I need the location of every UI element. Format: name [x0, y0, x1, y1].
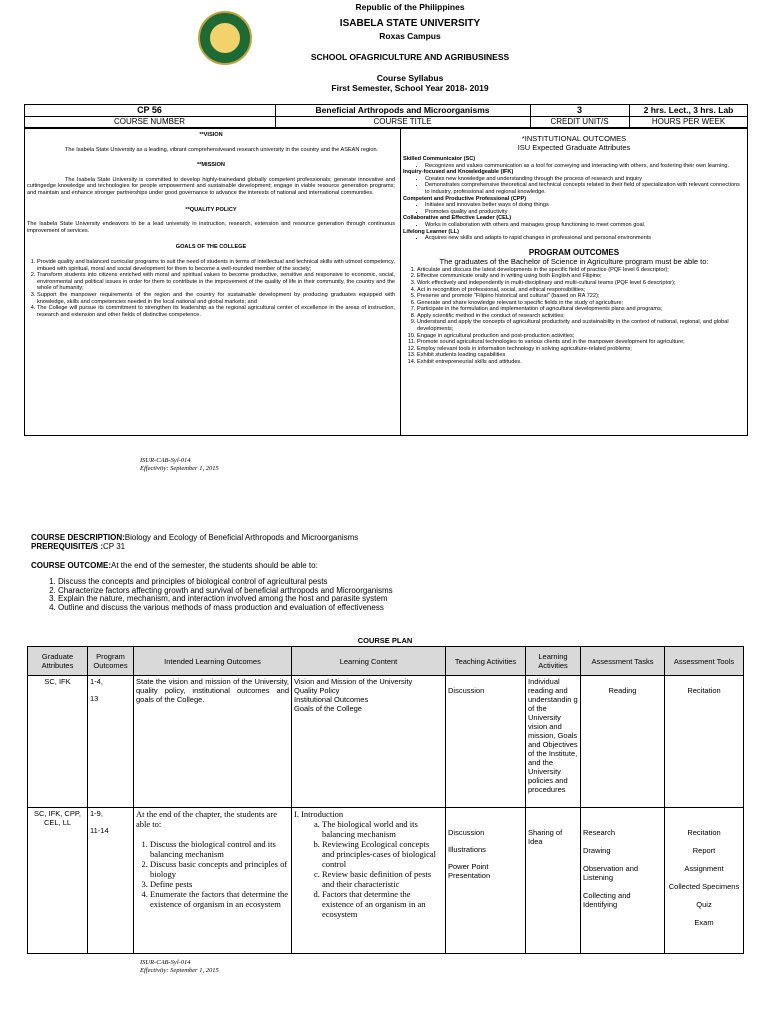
cell-assessment-tool: Recitation [665, 676, 744, 808]
form-code: ISUR-CAB-Syl-014 [140, 457, 191, 464]
table-row [28, 676, 744, 808]
mission-heading: **MISSION [197, 162, 225, 169]
po-value: 13 [90, 694, 99, 703]
program-outcome-item: 10. Engage in agricultural production and post-production activities; [417, 333, 745, 340]
doc-title: Course Syllabus [376, 73, 444, 83]
course-outcomes-list [46, 578, 393, 612]
cell-learning-activities: Individual reading and understandin g of the University vision and mission, Goals and Objectives of the Institute, and the University policies and procedures [526, 676, 581, 808]
attribute-group-name: Inquiry-focused and Knowledgeable (IFK) [403, 169, 514, 176]
attribute-group-name: Skilled Communicator (SC) [403, 156, 476, 162]
cell-graduate-attributes: SC, IFK, CPP, CEL, LL [28, 808, 88, 954]
col-header: Learning Content [292, 647, 446, 676]
cell-graduate-attributes: SC, IFK [28, 676, 88, 808]
course-outcome-item: 2. Characterize factors affecting growth and survival of beneficial arthropods and Microorganisms [58, 587, 393, 596]
content-main: I. Introduction [294, 809, 344, 819]
course-plan-table [27, 646, 744, 954]
description-label: COURSE DESCRIPTION: [31, 533, 125, 542]
tool-item: Collected Specimens [668, 882, 740, 891]
effectivity-date: Effectivity: September 1, 2015 [140, 465, 219, 472]
campus-name: Roxas Campus [379, 31, 441, 41]
program-outcome-item: 4. Act in recognition of professional, social, and ethical responsibilities; [417, 287, 745, 294]
program-outcome-item: 7. Participate in the formulation and implementation of agricultural developments plans and programs; [417, 306, 745, 313]
task-item: Collecting and Identifying [583, 891, 631, 909]
content-line: Vision and Mission of the University [294, 677, 413, 686]
attribute-group-name: Collaborative and Effective Leader (CEL) [403, 215, 512, 222]
teaching-item: Power Point Presentation [448, 862, 491, 880]
mission-text: The Isabela State University is committed to develop highly-trainedand globally competent professionals; generate innovative and cuttingedge knowledge and technologies for people empowerment and sustainable development; engage in viable resource generation programs; and maintain and enhance stronger partnerships under good governance to advance the interests of national and international communities. [27, 176, 395, 196]
attribute-group-name: Lifelong Learner (LL) [403, 228, 459, 235]
course-description [31, 533, 358, 542]
tool-item: Exam [694, 918, 714, 927]
goal-item: 1. Provide quality and balanced curricular programs to suit the need of students in terms of intellectual and technical skills with utmost competency, imbued with spiritual, moral and social development for them to become a well-rounded member of the society; [37, 259, 395, 272]
cell-teaching [446, 808, 526, 954]
hours-label: HOURS PER WEEK [651, 117, 726, 126]
course-outcome-item: 4. Outline and discuss the various methods of mass production and evaluation of effectiveness [58, 604, 393, 613]
task-item: Drawing [583, 846, 611, 855]
course-outcome-item: 1. Discuss the concepts and principles of biological control of agricultural pests [58, 578, 393, 587]
course-number: CP 56 [137, 105, 162, 115]
course-title-label: COURSE TITLE [373, 117, 432, 126]
goals-heading: GOALS OF THE COLLEGE [175, 244, 247, 251]
attribute-item: • Demonstrates comprehensive theoretical and technical concepts related to their field of specialization with relevant connections to industry, professional and regional knowledge. [425, 182, 745, 195]
program-outcome-item: 5. Preserve and promote "Filipino historical and cultural" (based on RA 722); [417, 293, 745, 300]
cell-program-outcomes [88, 808, 134, 954]
prerequisite [31, 542, 125, 551]
university-name: ISABELA STATE UNIVERSITY [339, 18, 481, 29]
republic-line: Republic of the Philippines [355, 2, 465, 12]
tool-item: Assignment [684, 864, 724, 873]
cell-assessment-tasks [581, 808, 665, 954]
ilo-intro: At the end of the chapter, the students are able to: [136, 809, 278, 829]
program-outcome-item: 11. Promote sound agricultural technologies to various clients and in the manpower development for agriculture; [417, 339, 745, 346]
program-outcome-item: 14. Exhibit entrepreneurial skills and attitudes. [417, 359, 745, 366]
cell-assessment-tools [665, 808, 744, 954]
cell-teaching: Discussion [446, 676, 526, 808]
description-text: Biology and Ecology of Beneficial Arthropods and Microorganisms [124, 533, 359, 542]
program-outcomes-intro: The graduates of the Bachelor of Science in Agriculture program must be able to: [439, 256, 709, 266]
attribute-group-name: Competent and Productive Professional (CPP) [403, 195, 527, 202]
content-item: d. Factors that determine the existence of an organism in an ecosystem [322, 889, 443, 919]
quality-text: The Isabela State University endeavors to be a lead university in instruction, research, extension and resource generation through continuous improvement of services. [27, 221, 395, 234]
course-number-label: COURSE NUMBER [113, 117, 186, 126]
institutional-heading: *INSTITUTIONAL OUTCOMES [521, 134, 627, 143]
attribute-item: • Promotes quality and productivity [425, 209, 745, 216]
task-item: Research [583, 828, 616, 837]
program-outcome-item: 8. Apply scientific method in the conduct of research activities; [417, 313, 745, 320]
goal-item: 3. Support the manpower requirements of the region and the country for sustainable development by producing graduates equipped with knowledge, skills and competencies needed in the local national and global markets; and [37, 292, 395, 305]
program-outcomes-heading: PROGRAM OUTCOMES [528, 247, 620, 257]
teaching-item: Discussion [448, 828, 485, 837]
school-name: SCHOOL OFAGRICULTURE AND AGRIBUSINESS [310, 52, 510, 62]
program-outcome-item: 3. Work effectively and independently in multi-disciplinary and multi-cultural teams (PQF level 6 descriptor); [417, 280, 745, 287]
ilo-item: 4. Enumerate the factors that determine the existence of organism in an ecosystem [150, 889, 289, 909]
attribute-item: • Acquires new skills and adapts to rapid changes in professional and personal environments [425, 235, 745, 242]
tool-item: Recitation [687, 828, 721, 837]
attribute-item: • Works in collaboration with others and manages group functioning to meet common goal. [425, 222, 745, 229]
goals-list [27, 259, 395, 318]
table-header-row [28, 647, 744, 676]
program-outcome-item: 6. Generate and share knowledge relevant to specific fields in the study of agriculture; [417, 300, 745, 307]
ilo-item: 2. Discuss basic concepts and principles of biology [150, 859, 289, 879]
cell-program-outcomes [88, 676, 134, 808]
content-item: a. The biological world and its balancing mechanism [322, 819, 443, 839]
cell-ilo [134, 808, 292, 954]
po-value: 1-4, [90, 677, 103, 686]
program-outcomes-list [417, 267, 745, 366]
col-header: Assessment Tasks [581, 647, 665, 676]
prereq-label: PREREQUISITE/S : [31, 542, 104, 551]
po-value: 1-9, [90, 809, 103, 818]
col-header: Graduate Attributes [28, 647, 88, 676]
content-line: Goals of the College [294, 704, 362, 713]
vision-heading: **VISION [199, 132, 223, 138]
institutional-subheading: ISU Expected Graduate Attributes [517, 143, 631, 152]
po-value: 11-14 [90, 826, 109, 835]
credit-units: 3 [576, 105, 582, 115]
attribute-item: • Creates new knowledge and understanding through the process of research and inquiry [425, 176, 745, 183]
cell-learning-content [292, 808, 446, 954]
program-outcome-item: 2. Effective communicate orally and in writing using both English and Filipino; [417, 273, 745, 280]
content-item: b. Reviewing Ecological concepts and principles-cases of biological control [322, 839, 443, 869]
outcome-label: COURSE OUTCOME: [31, 561, 111, 570]
goal-item: 4. The College will pursue its commitment to strengthen its leadership as the regional agricultural center of excellence in the areas of instruction, research and extension and other fields of distinctive competence. [37, 305, 395, 318]
cell-learning-activities: Sharing of Idea [526, 808, 581, 954]
semester-line: First Semester, School Year 2018- 2019 [331, 83, 489, 93]
col-header: Intended Learning Outcomes [134, 647, 292, 676]
col-header: Learning Activities [526, 647, 581, 676]
form-code: ISUR-CAB-Syl-014 [140, 959, 191, 966]
attribute-item: • Initiates and innovates better ways of doing things [425, 202, 745, 209]
course-title: Beneficial Arthropods and Microorganisms [315, 105, 490, 115]
program-outcome-item: 12. Employ relevant tools in information technology in solving agriculture-related problems; [417, 346, 745, 353]
col-header: Program Outcomes [88, 647, 134, 676]
course-outcome-item: 3. Explain the nature, mechanism, and interaction involved among the host and parasite system [58, 595, 393, 604]
task-item: Observation and Listening [583, 864, 639, 882]
course-plan-title: COURSE PLAN [357, 636, 413, 645]
graduate-attributes [403, 156, 745, 242]
goal-item: 2. Transform students into citizens enriched with moral and spiritual values to become productive, sensitive and responsive to economic, social, environmental and political issues in order for them to contribute in the improvement of the quality of life in their community, the country and the whole of humanity; [37, 272, 395, 292]
effectivity-date: Effectivity: September 1, 2015 [140, 967, 219, 974]
program-outcome-item: 13. Exhibit students leading capabilities [417, 352, 745, 359]
program-outcome-item: 9. Understand and apply the concepts of agricultural productivity and sustainability in the context of national, regional, and global developments; [417, 319, 745, 332]
col-header: Teaching Activities [446, 647, 526, 676]
prereq-value: CP 31 [103, 542, 126, 551]
outcome-intro: At the end of the semester, the students should be able to: [111, 561, 318, 570]
course-outcome [31, 561, 318, 570]
attribute-item: • Recognizes and values communication as a tool for conveying and interacting with others, and fostering their own learning. [425, 163, 745, 170]
cell-ilo: State the vision and mission of the University, quality policy, institutional outcomes and goals of the College. [134, 676, 292, 808]
ilo-item: 1. Discuss the biological control and its balancing mechanism [150, 839, 289, 859]
teaching-item: Illustrations [448, 845, 486, 854]
content-line: Quality Policy [294, 686, 340, 695]
ilo-item: 3. Define pests [150, 879, 289, 889]
credit-units-label: CREDIT UNIT/S [550, 117, 609, 126]
program-outcome-item: 1. Articulate and discuss the latest developments in the specific field of practice (PQF level 6 descriptor); [417, 267, 745, 274]
cell-assessment-task: Reading [581, 676, 665, 808]
vision-text: The Isabela State University as a leading, vibrant comprehensiveand research university in the country and the ASEAN region. [65, 146, 379, 153]
content-item: c. Review basic definition of pests and their characteristic [322, 869, 443, 889]
quality-heading: **QUALITY POLICY [185, 206, 237, 213]
hours-per-week: 2 hrs. Lect., 3 hrs. Lab [643, 105, 734, 115]
content-line: Institutional Outcomes [294, 695, 369, 704]
tool-item: Quiz [696, 900, 712, 909]
col-header: Assessment Tools [665, 647, 744, 676]
table-row [28, 808, 744, 954]
cell-learning-content [292, 676, 446, 808]
tool-item: Report [692, 846, 716, 855]
